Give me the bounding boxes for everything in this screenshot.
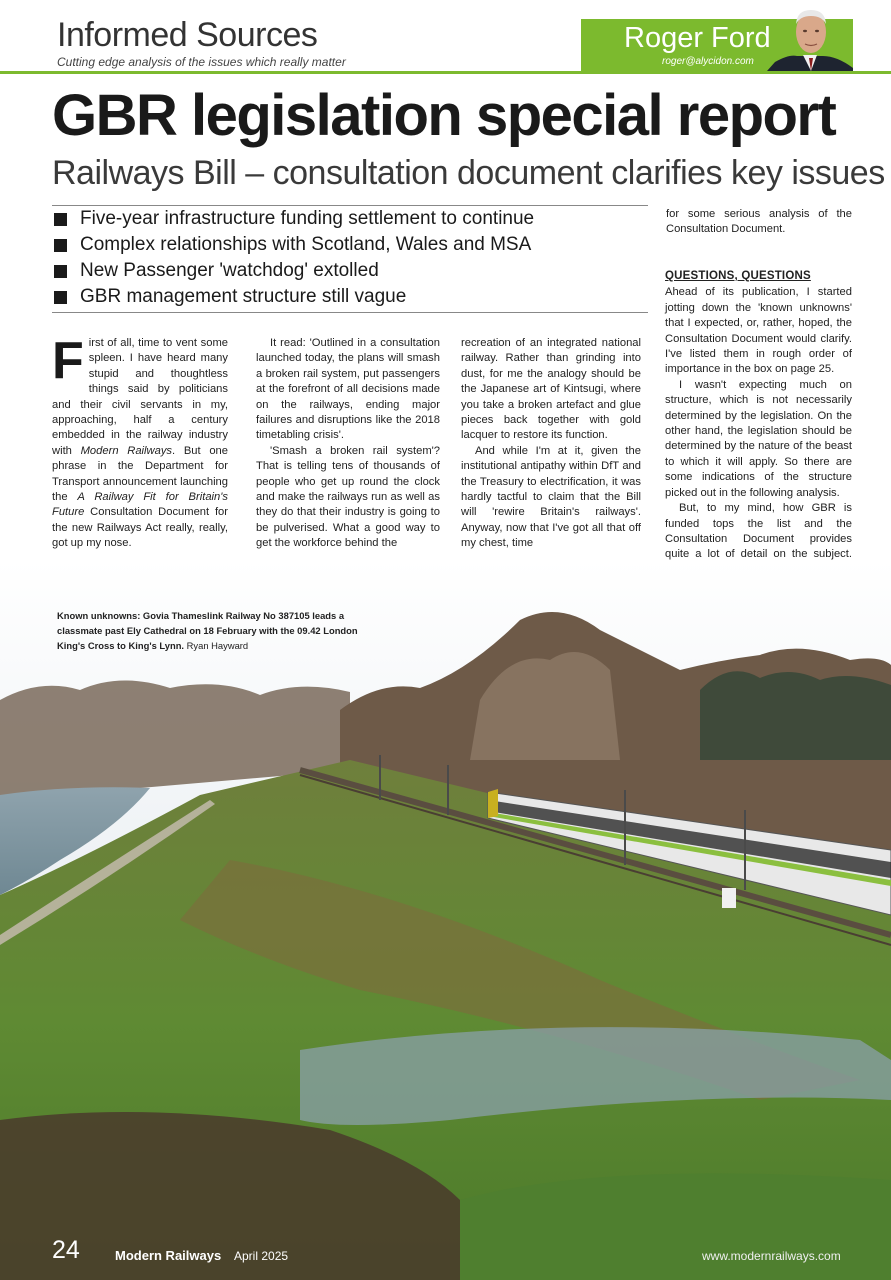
body-column-1: First of all, time to vent some spleen. I have heard many stupid and thoughtless things said by politicians and their civil servants in my, approaching, half a century embedded in the railway industry with Modern Railways. But one phrase in the Department for Transport announcement launching the A Railway Fit for Britain's Future Consultation Document for the new Railways Act really, really, got up my nose. [52,332,228,550]
train-photo [0,560,891,1280]
bullets-bottom-rule [52,312,648,313]
author-email[interactable]: roger@alycidon.com [662,56,754,67]
column-tagline: Cutting edge analysis of the issues which really matter [57,55,346,69]
bullet-square-icon [54,239,67,252]
photo-caption: Known unknowns: Govia Thameslink Railway No 387105 leads a classmate past Ely Cathedral on 18 February with the 09.42 London King's Cross to King's Lynn. Ryan Hayward [57,610,358,651]
section-heading: QUESTIONS, QUESTIONS [665,270,811,282]
key-point: GBR management structure still vague [52,284,648,310]
paragraph: for some serious analysis of the Consultation Document. [666,208,852,236]
body-column-4 [665,269,852,578]
issue-date: April 2025 [234,1249,289,1263]
key-point: New Passenger 'watchdog' extolled [52,258,648,284]
paragraph: I wasn't expecting much on structure, which is not necessarily determined by the legislation. On the other hand, the legislation should be determined by the nature of the beast to which it will apply. So there are some indications of the structure picked out in the following analysis. [665,378,852,499]
drop-cap: F [52,332,84,390]
paragraph: recreation of an integrated national railway. Rather than grinding into dust, for me the analogy should be the Japanese art of Kintsugi, where you take a broken artefact and glue pieces back together with gold lacquer to restore its function. [461,337,641,442]
paragraph: 'Smash a broken rail system'? That is telling tens of thousands of people who get up round the clock and make the railways run as well as they do that their industry is going to be pulverised. What a good way to get the workforce behind the [256,444,440,550]
website-link[interactable]: www.modernrailways.com [702,1249,841,1263]
key-points-list [52,206,648,310]
body-column-4-continuation [666,207,852,238]
paragraph: It read: 'Outlined in a consultation launched today, the plans will smash a broken rail system, put passengers at the forefront of all decisions made on the railways, ending major failures and disruptions like the 2018 timetabling crisis'. [256,337,440,442]
paragraph: And while I'm at it, given the institutional antipathy within DfT and the Treasury to electrification, it was hardly tactful to claim that the Bill will 'rewire Britain's railways'. Anyway, now that I've got all that off my chest, time [461,444,641,550]
bullet-square-icon [54,213,67,226]
bullet-square-icon [54,291,67,304]
key-point: Complex relationships with Scotland, Wales and MSA [52,232,648,258]
author-name: Roger Ford [624,22,771,54]
subheadline: Railways Bill – consultation document clarifies key issues [52,154,885,192]
author-portrait [767,6,853,71]
publication-name: Modern Railways [115,1248,222,1263]
header-rule [0,71,891,74]
page-number: 24 [52,1236,80,1264]
paragraph: Ahead of its publication, I started jotting down the 'known unknowns' that I expected, or, rather, hoped, the Consultation Document would clarify. I've listed them in rough order of importance in the box on page 25. [665,286,852,376]
body-column-3 [461,336,641,552]
key-point: Five-year infrastructure funding settlement to continue [52,206,648,232]
headline: GBR legislation special report [52,83,836,148]
paragraph: But, to my mind, how GBR is funded tops the list and the Consultation Document provides quite a lot of detail on the subject. [665,501,852,578]
bullet-square-icon [54,265,67,278]
body-column-2 [256,336,440,552]
photo-credit: Ryan Hayward [186,640,249,651]
column-title: Informed Sources [57,16,318,54]
